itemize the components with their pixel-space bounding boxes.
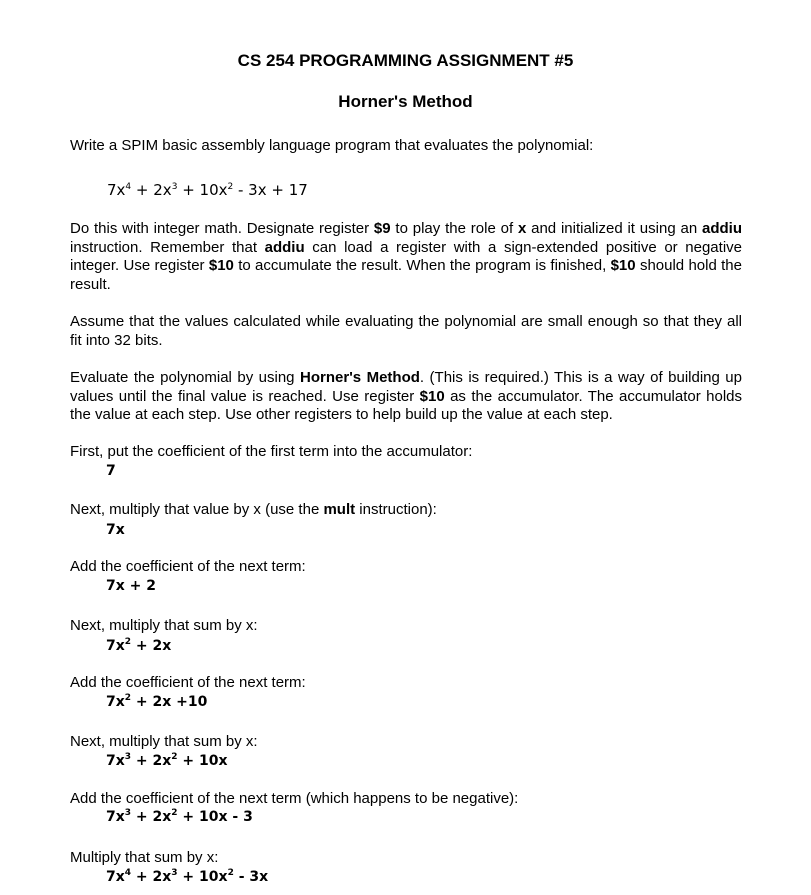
assumption-paragraph: Assume that the values calculated while evaluating the polynomial are small enough so that they all fit into 32 bits. [70,313,742,349]
integer-math-paragraph: Do this with integer math. Designate register $9 to play the role of x and initialized it using an addiu instruction. Remember that addiu can load a register with a sign-extended positive or negative integer. Use register $10 to accumulate the result. When the program is finished, $10 should hold the result. [70,220,742,293]
step-1-expression: 7 [106,463,116,479]
step-2-text: Next, multiply that value by x (use the mult instruction): [70,501,437,518]
step-2-expression: 7x [106,522,125,538]
step-7-text: Add the coefficient of the next term (which happens to be negative): [70,790,519,807]
horner-paragraph: Evaluate the polynomial by using Horner's Method. (This is required.) This is a way of building up values until the final value is reached. Use register $10 as the accumulator. The accumulator holds the value at each step. Use other registers to help build up the value at each step. [70,369,742,423]
step-3-expression: 7x + 2 [106,578,156,594]
step-8-text: Multiply that sum by x: [70,849,219,866]
step-5-text: Add the coefficient of the next term: [70,674,306,691]
step-5-expression: $7x^2 + 2x +10$ [106,693,208,710]
step-4-text: Next, multiply that sum by x: [70,617,258,634]
polynomial-expression: $7x^4 + 2x^3 + 10x^2 - 3x + 17$ [107,181,308,199]
step-8-expression: $7x^4 + 2x^3 + 10x^2 - 3x$ [106,868,269,885]
step-3-text: Add the coefficient of the next term: [70,558,306,575]
step-6-expression: $7x^3 + 2x^2 + 10x$ [106,752,228,769]
step-4-expression: $7x^2 + 2x$ [106,637,172,654]
step-6-text: Next, multiply that sum by x: [70,733,258,750]
document-subtitle: Horner's Method [338,92,473,111]
document-title: CS 254 PROGRAMMING ASSIGNMENT #5 [237,51,574,70]
step-1-text: First, put the coefficient of the first term into the accumulator: [70,443,473,460]
intro-paragraph: Write a SPIM basic assembly language program that evaluates the polynomial: [70,137,594,154]
step-7-expression: $7x^3 + 2x^2 + 10x - 3$ [106,808,253,825]
